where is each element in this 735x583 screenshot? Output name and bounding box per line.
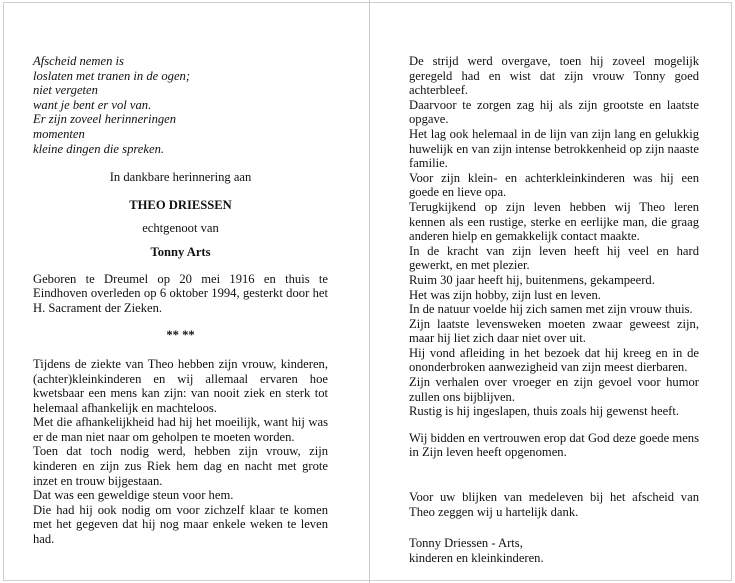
left-paragraph: Dat was een geweldige steun voor hem. <box>33 488 234 503</box>
right-paragraph: Ruim 30 jaar heeft hij, buitenmens, gekampeerd. <box>409 272 655 287</box>
left-page <box>33 54 328 547</box>
right-paragraph: Rustig is hij ingeslapen, thuis zoals hij gewenst heeft. <box>409 404 680 419</box>
right-paragraph: Voor zijn klein- en achterkleinkinderen was hij een goede en lieve opa. <box>409 170 699 200</box>
intro-text: In dankbare herinnering aan <box>109 170 252 185</box>
left-paragraph: Die had hij ook nodig om voor zichzelf klaar te komen met het gegeven dat hij nog maar enkele weken te leven had. <box>33 502 328 547</box>
right-paragraph: Daarvoor te zorgen zag hij als zijn grootste en laatste opgave. <box>409 97 699 127</box>
signature-line: kinderen en kleinkinderen. <box>409 550 544 565</box>
separator: ** ** <box>166 328 195 343</box>
poem-line: Afscheid nemen is <box>33 54 124 68</box>
spouse-name: Tonny Arts <box>150 244 211 259</box>
left-paragraph: Toen dat toch nodig werd, hebben zijn vrouw, zijn kinderen en zijn zus Riek hem dag en nacht met grote inzet en trouw bijgestaan. <box>33 444 328 488</box>
right-paragraph: De strijd werd overgave, toen hij zoveel mogelijk geregeld had en wist dat zijn vrouw Tonny goed achterbleef. <box>409 54 699 98</box>
signature-line: Tonny Driessen - Arts, <box>409 536 523 551</box>
spouse-label: echtgenoot van <box>142 221 219 236</box>
birth-paragraph: Geboren te Dreumel op 20 mei 1916 en thuis te Eindhoven overleden op 6 oktober 1994, gesterkt door het H. Sacrament der Zieken. <box>33 271 328 315</box>
poem-line: niet vergeten <box>33 83 98 98</box>
signature <box>409 536 699 565</box>
left-body <box>33 357 328 547</box>
prayer-text: Wij bidden en vertrouwen erop dat God deze goede mens in Zijn leven heeft opgenomen. <box>409 430 699 460</box>
fold-line <box>369 0 370 583</box>
thanks-text: Voor uw blijken van medeleven bij het afscheid van Theo zeggen wij u hartelijk dank. <box>409 490 699 519</box>
poem-line: want je bent er vol van. <box>33 97 152 112</box>
right-page <box>409 54 699 565</box>
poem-line: Er zijn zoveel herinneringen <box>33 112 177 127</box>
deceased-name: THEO DRIESSEN <box>129 197 232 212</box>
right-paragraph: In de natuur voelde hij zich samen met zijn vrouw thuis. <box>409 302 693 317</box>
left-paragraph: Tijdens de ziekte van Theo hebben zijn vrouw, kinderen, (achter)kleinkinderen en wij allemaal ervaren hoe kwetsbaar een mens kan zijn: van nooit ziek en sterk tot helemaal afhankelijk en machteloos. <box>33 356 328 415</box>
poem-line: kleine dingen die spreken. <box>33 141 165 156</box>
right-paragraph: Zijn verhalen over vroeger en zijn gevoel voor humor zullen ons bijblijven. <box>409 375 699 404</box>
right-paragraph: Het was zijn hobby, zijn lust en leven. <box>409 287 601 302</box>
right-paragraph: Hij vond afleiding in het bezoek dat hij kreeg en in de ononderbroken aanwezigheid van zijn meest dierbaren. <box>409 345 699 375</box>
poem-line: loslaten met tranen in de ogen; <box>33 68 191 83</box>
right-body <box>409 54 699 419</box>
poem-line: momenten <box>33 126 85 141</box>
left-paragraph: Met die afhankelijkheid had hij het moeilijk, want hij was er de man niet naar om geholpen te moeten worden. <box>33 415 328 444</box>
right-paragraph: In de kracht van zijn leven heeft hij veel en hard gewerkt, en met plezier. <box>409 243 699 273</box>
right-paragraph: Terugkijkend op zijn leven hebben wij Theo leren kennen als een rustige, sterke en eerlijke man, die graag anderen hielp en gemakkelijk contact maakte. <box>409 199 699 244</box>
right-paragraph: Zijn laatste levensweken moeten zwaar geweest zijn, maar hij liet zich daar niet over uit. <box>409 316 699 346</box>
poem <box>33 54 328 156</box>
right-paragraph: Het lag ook helemaal in de lijn van zijn lang en gelukkig huwelijk en van zijn intense betrokkenheid op zijn naaste familie. <box>409 126 699 171</box>
